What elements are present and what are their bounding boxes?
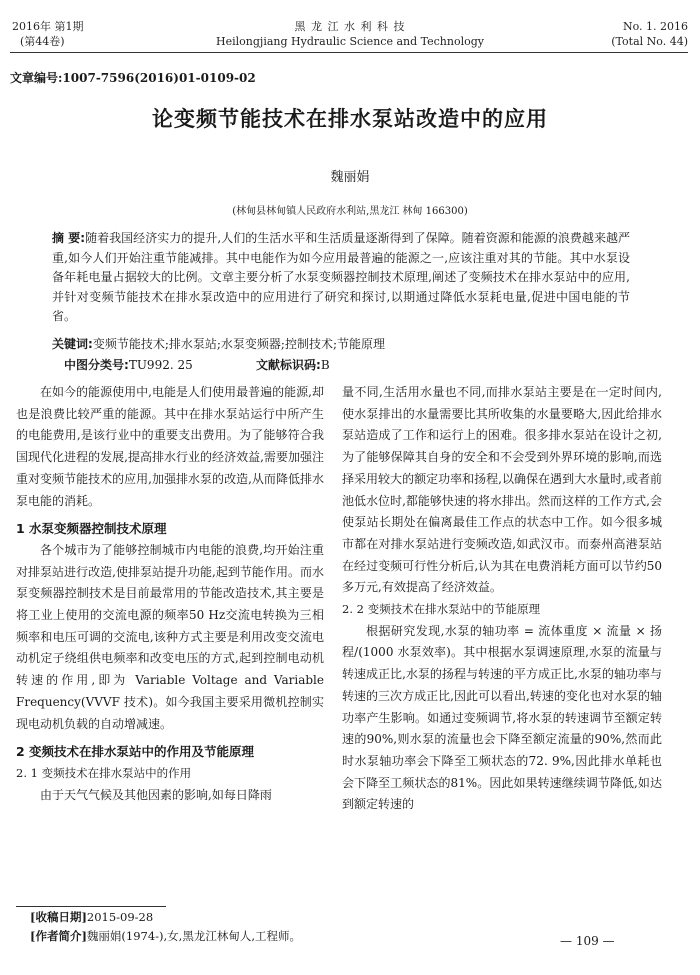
section-2-1-heading: 2. 1 变频技术在排水泵站中的作用 <box>16 765 192 780</box>
clc-value: TU992. 25 <box>128 358 193 372</box>
document-code <box>256 356 330 375</box>
issue-number: No. 1. 2016 <box>622 20 688 33</box>
author-bio-label: [作者简介] <box>30 929 87 943</box>
section-2-1-paragraph: 由于天气气候及其他因素的影响,如每日降雨 <box>40 787 272 802</box>
author-bio <box>30 927 301 946</box>
paper-title: 论变频节能技术在排水泵站改造中的应用 <box>152 107 548 131</box>
received-date <box>30 908 153 927</box>
received-label: [收稿日期] <box>30 910 87 924</box>
abstract <box>52 229 630 327</box>
section-1-heading: 1 水泵变频器控制技术原理 <box>16 521 167 537</box>
clc-label: 中图分类号: <box>64 358 129 372</box>
abstract-text: 随着我国经济实力的提升,人们的生活水平和生活质量逐渐得到了保障。随着资源和能源的浪费越来越严重,如今人们开始注重节能减排。其中电能作为如今应用最普遍的能源之一,应该注重对其的节能。其中水泵设备年耗电量占据较大的比例。文章主要分析了水泵变频器控制技术原理,阐述了变频技术在排水泵站中的应用,并针对变频节能技术在排水泵改造中的应用进行了研究和探讨,以期通过降低水泵耗电量,促进中国电能的节省。 <box>52 231 630 324</box>
header-divider <box>10 52 688 53</box>
section-1-paragraph: 各个城市为了能够控制城市内电能的浪费,均开始注重对排泵站进行改造,使排泵站提升功能,起到节能作用。而水泵变频器控制技术是目前最常用的节能改造技术,其主要是将工业上使用的交流电源的频率50 Hz交流电转换为三相频率和电压可调的交流电,该种方式主要是利用改变交流电动机定子绕组供电频率和改变电压的方式,起到控制电动机转速的作用,即为 Variable Voltage and Variable Frequency(VVVF 技术)。如今我国主要采用微机控制实现电动机负载的自动增减速。 <box>16 542 324 731</box>
author-affiliation: (林甸县林甸镇人民政府水利站,黑龙江 林甸 166300) <box>232 206 468 217</box>
journal-name-en: Heilongjiang Hydraulic Science and Technology <box>216 35 484 48</box>
section-2-heading: 2 变频技术在排水泵站中的作用及节能原理 <box>16 744 255 760</box>
intro-paragraph: 在如今的能源使用中,电能是人们使用最普遍的能源,却也是浪费比较严重的能源。其中在排水泵站运行中所产生的电能费用,是该行业中的重要支出费用。为了能够符合我国现代化进程的发展,提高排水行业的经济效益,需要加强注重对变频节能技术的应用,加强排水泵的改造,从而降低排水泵电能的消耗。 <box>16 385 324 508</box>
doc-code-value: B <box>320 358 330 372</box>
author-name: 魏丽娟 <box>330 170 370 185</box>
clc-number <box>64 356 193 375</box>
keywords-text: 变频节能技术;排水泵站;水泵变频器;控制技术;节能原理 <box>92 337 385 351</box>
article-code: 文章编号:1007-7596(2016)01-0109-02 <box>10 71 256 85</box>
left-column <box>16 382 324 806</box>
author-bio-value: 魏丽娟(1974-),女,黑龙江林甸人,工程师。 <box>86 929 301 943</box>
keywords <box>52 335 642 354</box>
doc-code-label: 文献标识码: <box>256 358 321 372</box>
footnote-divider <box>16 906 166 907</box>
right-column <box>342 382 662 816</box>
keywords-label: 关键词: <box>52 337 93 351</box>
journal-name-cn: 黑 龙 江 水 利 科 技 <box>294 20 406 33</box>
issue-label: 2016年 第1期 <box>12 20 84 33</box>
section-2-2-heading: 2. 2 变频技术在排水泵站中的节能原理 <box>342 602 541 617</box>
total-number: (Total No. 44) <box>611 35 688 48</box>
continued-paragraph: 量不同,生活用水量也不同,而排水泵站主要是在一定时间内,使水泵排出的水量需要比其所收集的水量要略大,因此给排水泵站造成了工作和运行上的困难。很多排水泵站在设计之初,为了能够保障其自身的安全和不会受到外界环境的影响,而选择采用较大的额定功率和扬程,以确保在遇到大水量时,或者前池低水位时,都能够快速的将水排出。然而这样的工作方式,会使泵站长期处在偏离最佳工作点的状态中工作。如今很多城市都在对排水泵站进行变频改造,如武汉市。而泰州高港泵站在经过变频可行性分析后,认为其在电费消耗方面可以节约50 多万元,有效提高了经济效益。 <box>342 385 662 595</box>
page-number: — 109 — <box>560 934 615 948</box>
abstract-label: 摘 要: <box>52 231 86 245</box>
received-value: 2015-09-28 <box>86 910 154 924</box>
section-2-2-paragraph: 根据研究发现,水泵的轴功率 = 流体重度 × 流量 × 扬程/(1000 水泵效率)。其中根据水泵调速原理,水泵的流量与转速成正比,水泵的扬程与转速的平方成正比,水泵的轴功率与转速的三次方成正比,因此可以看出,转速的变化也对水泵的轴功率产生影响。如通过变频调节,将水泵的转速调节至额定转速的90%,则水泵的流量也会下降至额定流量的90%,然而此时水泵轴功率会下降至工频状态的72. 9%,因此排水单耗也会下降至工频状态的81%。因此如果转速继续调节降低,如达到额定转速的 <box>342 623 662 812</box>
volume-label: (第44卷) <box>20 35 65 48</box>
